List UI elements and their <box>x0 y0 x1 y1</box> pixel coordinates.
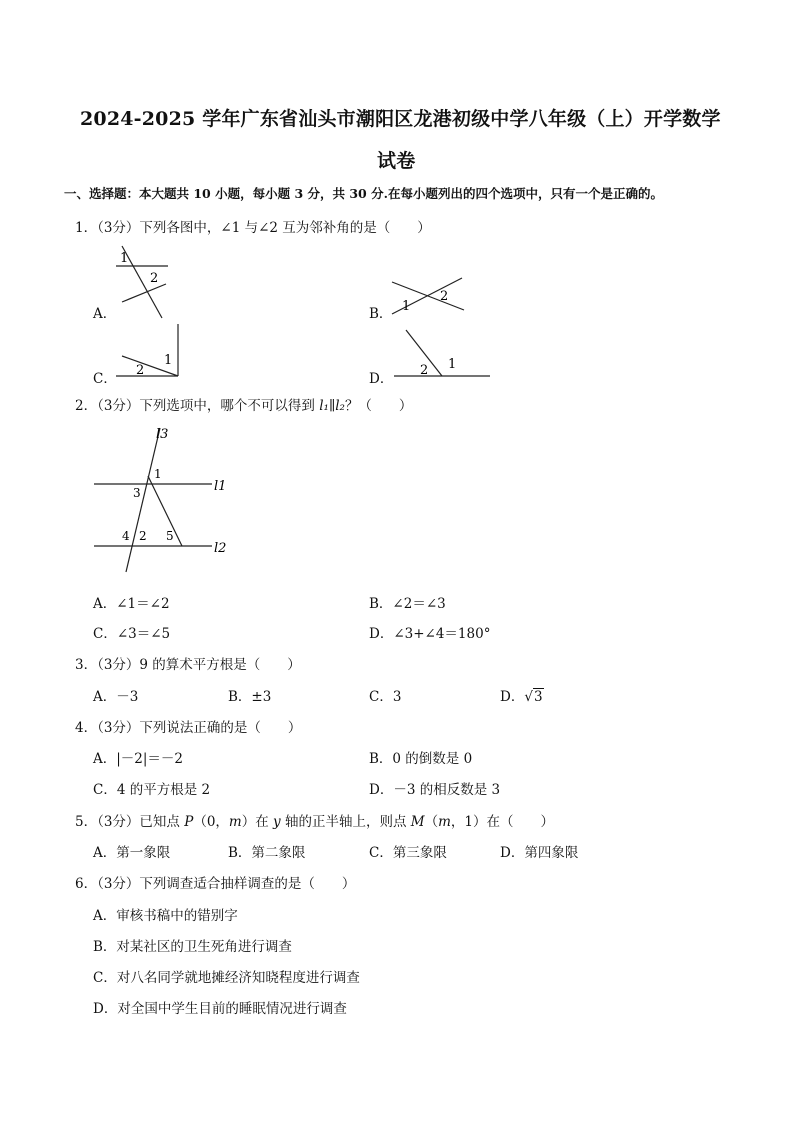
q1d-label-2: 2 <box>420 363 429 378</box>
q1-figure-d <box>392 326 492 380</box>
question-5-stem: 5．（3分）已知点 P（0，m）在 y 轴的正半轴上，则点 M（m，1）在（ ） <box>75 814 554 830</box>
page-title: 2024-2025 学年广东省汕头市潮阳区龙港初级中学八年级（上）开学数学 <box>80 108 721 130</box>
q4-option-a[interactable]: A．|－2|＝－2 <box>93 751 184 767</box>
q2-stem-prefix: 2．（3分）下列选项中，哪个不可以得到 <box>75 398 320 414</box>
question-1-stem: 1．（3分）下列各图中，∠1 与∠2 互为邻补角的是（ ） <box>75 220 431 236</box>
q1-figure-c <box>114 320 184 380</box>
q1-figure-a <box>110 240 180 322</box>
q1c-label-1: 1 <box>164 353 173 368</box>
q3-option-d[interactable] <box>500 685 544 705</box>
page-title-line2: 试卷 <box>377 150 416 172</box>
section-heading: 一、选择题：本大题共 10 小题，每小题 3 分，共 30 分.在每小题列出的四个选项中，只有一个是正确的。 <box>64 186 663 201</box>
q2-option-d[interactable]: D．∠3+∠4＝180° <box>369 626 491 642</box>
q2-label-l2: l2 <box>214 541 227 556</box>
question-3-stem: 3．（3分）9 的算术平方根是（ ） <box>75 657 301 673</box>
q1d-label-1: 1 <box>448 357 457 372</box>
q2-angle-4: 4 <box>122 529 130 543</box>
q2-label-l1: l1 <box>214 479 227 494</box>
q6-option-a[interactable]: A．审核书稿中的错别字 <box>93 908 238 924</box>
q2-option-c[interactable]: C．∠3＝∠5 <box>93 626 171 642</box>
q2-angle-3: 3 <box>133 486 141 500</box>
q5-option-b[interactable]: B．第二象限 <box>228 845 306 861</box>
q2-angle-5: 5 <box>166 529 174 543</box>
q2-angle-1: 1 <box>154 467 162 481</box>
q2-angle-2: 2 <box>139 529 147 543</box>
q1a-label-1: 1 <box>120 251 129 266</box>
q5-option-a[interactable]: A．第一象限 <box>93 845 171 861</box>
q4-option-c[interactable]: C．4 的平方根是 2 <box>93 782 211 798</box>
question-2-stem <box>75 394 412 414</box>
q4-option-d[interactable]: D．－3 的相反数是 3 <box>369 782 501 798</box>
q1b-label-2: 2 <box>440 289 449 304</box>
q1-option-b[interactable]: B． <box>369 306 393 322</box>
q2-stem-math: l₁∥l₂ <box>319 398 345 414</box>
q2-option-a[interactable]: A．∠1＝∠2 <box>93 596 170 612</box>
q5-option-c[interactable]: C．第三象限 <box>369 845 447 861</box>
q1-option-c[interactable]: C． <box>93 371 117 387</box>
q1b-label-1: 1 <box>402 299 411 314</box>
q1c-label-2: 2 <box>136 363 145 378</box>
q3-option-d-label: D． <box>500 689 525 705</box>
q3-option-d-radicand: 3 <box>533 689 543 705</box>
q2-figure <box>90 420 240 576</box>
question-4-stem: 4．（3分）下列说法正确的是（ ） <box>75 720 302 736</box>
q2-label-l3: l3 <box>156 427 169 442</box>
q1-option-a[interactable]: A． <box>93 306 117 322</box>
q4-option-b[interactable]: B．0 的倒数是 0 <box>369 751 473 767</box>
q2-line-l3 <box>126 428 160 572</box>
q6-option-d[interactable]: D．对全国中学生目前的睡眠情况进行调查 <box>93 1001 347 1017</box>
q3-option-b[interactable]: B．±3 <box>228 689 272 705</box>
q1-option-d[interactable]: D． <box>369 371 394 387</box>
q1a-label-2: 2 <box>150 271 159 286</box>
q1-figure-b <box>388 272 468 318</box>
q2-option-b[interactable]: B．∠2＝∠3 <box>369 596 446 612</box>
q2-transversal <box>148 476 182 546</box>
q3-option-c[interactable]: C．3 <box>369 689 402 705</box>
q5-option-d[interactable]: D．第四象限 <box>500 845 579 861</box>
q2-stem-suffix: ？（ ） <box>344 398 413 414</box>
sqrt-symbol: √3 <box>524 689 543 705</box>
q3-option-a[interactable]: A．－3 <box>93 689 139 705</box>
question-6-stem: 6．（3分）下列调查适合抽样调查的是（ ） <box>75 876 356 892</box>
q6-option-b[interactable]: B．对某社区的卫生死角进行调查 <box>93 939 292 955</box>
q6-option-c[interactable]: C．对八名同学就地摊经济知晓程度进行调查 <box>93 970 360 986</box>
